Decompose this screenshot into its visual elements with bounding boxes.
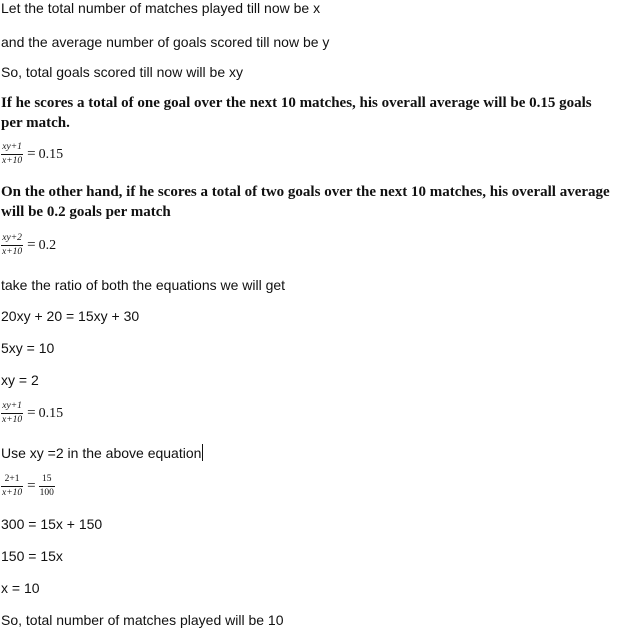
text-cursor xyxy=(202,444,203,461)
equation-rhs: 0.2 xyxy=(38,237,57,253)
text-line-9: 20xy + 20 = 15xy + 30 xyxy=(1,308,140,324)
text-line-18: So, total number of matches played will be 10 xyxy=(1,612,284,628)
denominator: x+10 xyxy=(2,488,23,498)
fraction-rhs xyxy=(39,474,55,499)
fraction xyxy=(1,401,23,426)
text-line-15: 300 = 15x + 150 xyxy=(1,516,103,532)
numerator: 15 xyxy=(41,474,52,484)
text-line-1: Let the total number of matches played till now be x xyxy=(1,0,321,16)
text-line-10: 5xy = 10 xyxy=(1,340,55,356)
equation-4 xyxy=(1,474,55,499)
text-line-11: xy = 2 xyxy=(1,372,39,388)
equation-2 xyxy=(1,233,56,258)
equals-sign: = xyxy=(27,405,36,421)
denominator: 100 xyxy=(39,488,54,498)
equals-sign: = xyxy=(27,237,36,253)
text-line-13 xyxy=(1,444,203,461)
equation-rhs: 0.15 xyxy=(38,405,64,421)
equals-sign: = xyxy=(27,146,36,162)
equation-rhs: 0.15 xyxy=(38,146,64,162)
denominator: x+10 xyxy=(2,247,23,257)
text-line-8: take the ratio of both the equations we will get xyxy=(1,277,286,293)
denominator: x+10 xyxy=(2,415,23,425)
text-line-16: 150 = 15x xyxy=(1,548,63,564)
equals-sign: = xyxy=(27,478,36,494)
denominator: x+10 xyxy=(2,156,23,166)
text-line-13-content: Use xy =2 in the above equation xyxy=(1,445,202,461)
bold-statement-2a: On the other hand, if he scores a total of two goals over the next 10 matches, his overall average xyxy=(1,184,610,200)
numerator: xy+1 xyxy=(2,401,22,411)
numerator: xy+1 xyxy=(2,142,22,152)
bold-statement-1b: per match. xyxy=(1,115,70,131)
bold-statement-1a: If he scores a total of one goal over the next 10 matches, his overall average will be 0.15 goals xyxy=(1,95,592,111)
text-line-2: and the average number of goals scored till now be y xyxy=(1,34,330,50)
numerator: 2+1 xyxy=(4,474,20,484)
bold-statement-2b: will be 0.2 goals per match xyxy=(1,204,171,220)
text-line-3: So, total goals scored till now will be xy xyxy=(1,64,243,80)
equation-1 xyxy=(1,142,63,167)
fraction xyxy=(1,233,23,258)
text-line-17: x = 10 xyxy=(1,580,40,596)
equation-3 xyxy=(1,401,63,426)
fraction xyxy=(1,474,23,499)
numerator: xy+2 xyxy=(2,233,22,243)
fraction xyxy=(1,142,23,167)
